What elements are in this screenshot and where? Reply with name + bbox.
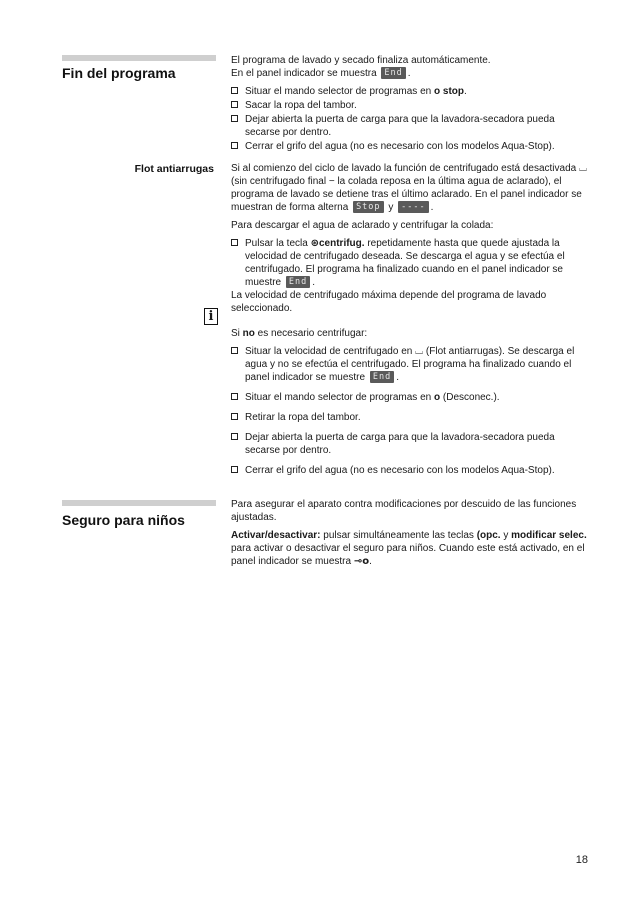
list-item xyxy=(231,85,591,98)
fin-steps-list xyxy=(231,85,591,153)
flot-para-1-text-b: (sin centrifugado final − la colada reposa en la última agua de aclarado), el programa de lavado se detiene tras el último aclarado. En el panel indicador se muestran de forma alterna xyxy=(231,176,582,213)
checkbox-bullet-icon xyxy=(231,433,238,440)
display-dashes-lcd: ---- xyxy=(398,201,428,213)
fin-del-programa-body xyxy=(231,54,591,157)
list-item xyxy=(231,464,591,477)
step-text: Retirar la ropa del tambor. xyxy=(245,412,361,423)
step-text: Pulsar la tecla xyxy=(245,238,308,249)
list-item xyxy=(231,237,591,289)
no-centrifugar-intro xyxy=(231,327,591,340)
checkbox-bullet-icon xyxy=(231,101,238,108)
list-item xyxy=(231,99,591,112)
list-item xyxy=(231,113,591,139)
side-label-flot-antiarrugas: Flot antiarrugas xyxy=(134,163,214,175)
seguro-para-1: Para asegurar el aparato contra modificaciones por descuido de las funciones ajustadas. xyxy=(231,499,577,523)
checkbox-bullet-icon xyxy=(231,87,238,94)
fin-intro-2-end: . xyxy=(407,68,411,79)
step-bold: centrifug. xyxy=(318,238,365,249)
step-bold: o xyxy=(434,392,441,403)
seguro-para-2 xyxy=(231,529,591,568)
step-text-cont: repetidamente hasta que quede ajustada la velocidad de centrifugado deseada. Se descarga el agua y se efectúa el centrifugado. El programa ha finalizado cuando en el panel indicador se muestre xyxy=(245,238,565,288)
step-text: Dejar abierta la puerta de carga para que la lavadora-secadora pueda secarse por dentro. xyxy=(245,432,555,456)
step-text: Situar la velocidad de centrifugado en xyxy=(245,346,413,357)
flot-para-1-end: . xyxy=(430,202,434,213)
checkbox-bullet-icon xyxy=(231,142,238,149)
fin-intro-2 xyxy=(231,67,591,80)
page-number: 18 xyxy=(575,854,588,866)
flot-antiarrugas-icon: ⌴ xyxy=(579,163,587,174)
step-text: Sacar la ropa del tambor. xyxy=(245,100,357,111)
display-end-lcd: End xyxy=(286,276,310,288)
list-item xyxy=(231,431,591,457)
display-stop-lcd: Stop xyxy=(353,201,383,213)
centrifug-icon: ⊛ xyxy=(310,238,319,249)
opc-key-label: (opc. xyxy=(476,530,501,541)
modificar-selec-key-label: modificar selec. xyxy=(511,530,587,541)
seguro-end: . xyxy=(369,556,372,567)
step-text-cont: (Flot antiarrugas). Se descarga el agua y no se efectúa el centrifugado. El programa ha finalizado cuando el panel indicador se muestre xyxy=(245,346,575,383)
flot-antiarrugas-body xyxy=(231,162,591,481)
section-title-seguro-para-ninos: Seguro para niños xyxy=(62,512,185,528)
step-text: Situar el mando selector de programas en xyxy=(245,392,434,403)
info-note: La velocidad de centrifugado máxima depende del programa de lavado seleccionado. xyxy=(231,290,547,314)
list-item xyxy=(231,391,591,404)
checkbox-bullet-icon xyxy=(231,393,238,400)
checkbox-bullet-icon xyxy=(231,466,238,473)
checkbox-bullet-icon xyxy=(231,239,238,246)
list-item xyxy=(231,345,591,384)
seguro-text-b: y xyxy=(500,530,512,541)
step-bold: o stop xyxy=(434,86,464,97)
no-pre: Si xyxy=(231,328,243,339)
checkbox-bullet-icon xyxy=(231,347,238,354)
step-text: Dejar abierta la puerta de carga para que la lavadora-secadora pueda secarse por dentro. xyxy=(245,114,555,138)
seguro-text-c: para activar o desactivar el seguro para niños. Cuando este está activado, en el panel indicador se muestra xyxy=(231,543,585,567)
step-text: Situar el mando selector de programas en xyxy=(245,86,434,97)
display-end-lcd: End xyxy=(381,67,405,79)
info-icon: i xyxy=(204,308,218,325)
flot-para-1 xyxy=(231,162,591,214)
fin-intro-2-text: En el panel indicador se muestra xyxy=(231,68,377,79)
step-end: . xyxy=(312,277,316,288)
flot-steps-list xyxy=(231,237,591,289)
step-end: . xyxy=(396,372,399,383)
step-text: Cerrar el grifo del agua (no es necesario con los modelos Aqua-Stop). xyxy=(245,141,555,152)
fin-intro-1: El programa de lavado y secado finaliza automáticamente. xyxy=(231,55,491,66)
activar-desactivar-label: Activar/desactivar: xyxy=(231,530,321,541)
seguro-para-ninos-body xyxy=(231,498,591,573)
flot-para-1-text-a: Si al comienzo del ciclo de lavado la función de centrifugado está desactivada xyxy=(231,163,577,174)
display-end-lcd: End xyxy=(370,371,394,383)
step-text: Cerrar el grifo del agua (no es necesario con los modelos Aqua-Stop). xyxy=(245,465,555,476)
no-centrifugar-steps-list xyxy=(231,345,591,477)
section-divider-bar xyxy=(62,500,216,506)
no-post: es necesario centrifugar: xyxy=(254,328,368,339)
no-bold: no xyxy=(242,328,255,339)
section-title-fin-del-programa: Fin del programa xyxy=(62,65,176,81)
section-divider-bar xyxy=(62,55,216,61)
flot-para-2: Para descargar el agua de aclarado y centrifugar la colada: xyxy=(231,220,494,231)
step-end: (Desconec.). xyxy=(440,392,500,403)
flot-antiarrugas-icon: ⌴ xyxy=(415,346,424,357)
key-lock-icon: ⊸o xyxy=(353,556,370,567)
list-item xyxy=(231,140,591,153)
step-end: . xyxy=(464,86,467,97)
list-item xyxy=(231,411,591,424)
seguro-text-a: pulsar simultáneamente las teclas xyxy=(320,530,477,541)
flot-para-1-and: y xyxy=(388,202,394,213)
checkbox-bullet-icon xyxy=(231,413,238,420)
checkbox-bullet-icon xyxy=(231,115,238,122)
